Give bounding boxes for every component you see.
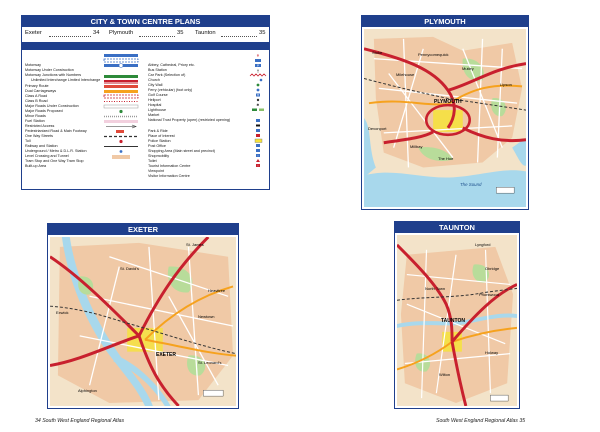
- legend-abbey: Abbey, Cathedral, Priory etc.: [148, 63, 195, 67]
- legend-hospital: Hospital: [148, 103, 162, 107]
- footer-right: South West England Regional Atlas 35: [436, 418, 526, 424]
- legend-ferry: Ferry (vehicular) (foot only): [148, 88, 193, 92]
- legend-tram-stop: Tram Stop and One Way Tram Stop: [25, 159, 84, 163]
- legend-national-trust: National Trust Property (open) (restricted opening): [148, 118, 231, 122]
- index-dots: [139, 36, 175, 37]
- svg-text:i: i: [257, 154, 259, 158]
- legend-toll: Toll: [25, 139, 31, 143]
- legend-lighthouse: Lighthouse: [148, 108, 167, 112]
- legend-one-way: One Way Streets: [25, 134, 53, 138]
- exeter-label-st-davids: St. David's: [120, 266, 139, 271]
- plymouth-label-millbay: Millbay: [410, 144, 423, 149]
- svg-text:✱: ✱: [256, 103, 260, 107]
- exeter-label-exwick: Exwick: [56, 310, 69, 315]
- legend-minor-roads: Minor Roads: [25, 114, 46, 118]
- legend-dual-carriageways: Dual Carriageways: [25, 89, 57, 93]
- svg-text:i: i: [257, 164, 259, 168]
- legend-shopmobility: Shopmobility: [148, 154, 170, 158]
- plymouth-title: PLYMOUTH: [362, 16, 528, 27]
- legend-park-ride: Park & Ride: [148, 129, 168, 133]
- taunton-title: TAUNTON: [395, 222, 519, 233]
- svg-text:✝: ✝: [256, 53, 260, 58]
- legend-class-b: Class B Road: [25, 99, 48, 103]
- plymouth-label-mutley: Mutley: [462, 66, 474, 71]
- legend-pedestrianized: Pedestrianized Road & Main Footway: [25, 129, 87, 133]
- exeter-title: EXETER: [48, 224, 238, 235]
- plymouth-label-pennycomequick: Pennycomequick: [418, 52, 449, 57]
- exeter-label-heavitree: Heavitree: [208, 288, 226, 293]
- legend-class-a: Class A Road: [25, 94, 48, 98]
- legend-major-construction: Major Roads Under Construction: [25, 104, 79, 108]
- plymouth-label-city: PLYMOUTH: [434, 99, 462, 105]
- plymouth-label-milehouse: Milehouse: [396, 72, 415, 77]
- legend-major-proposed: Major Roads Proposed: [25, 109, 63, 113]
- legend-motorway-construction: Motorway Under Construction: [25, 68, 74, 72]
- legend-post-office: Post Office: [148, 144, 166, 148]
- index-exeter-page: 34: [93, 30, 100, 36]
- plymouth-label-stoke: Stoke: [372, 50, 383, 55]
- legend-underground: Underground / Metro & D.L.R. Station: [25, 149, 87, 153]
- index-plymouth-page: 35: [177, 30, 184, 36]
- taunton-label-obridge: Obridge: [485, 266, 500, 271]
- index-dots: [221, 36, 257, 37]
- index-plymouth[interactable]: Plymouth: [109, 30, 134, 36]
- taunton-map-panel: [394, 221, 520, 409]
- legend-car-park: Car Park (Selection of): [148, 73, 186, 77]
- plymouth-label-sound: The Sound: [460, 182, 482, 187]
- legend-golf-course: Golf Course: [148, 93, 168, 97]
- plymouth-label-hoe: The Hoe: [438, 156, 454, 161]
- legend-left-symbols: [102, 53, 144, 163]
- town-plans-title: CITY & TOWN CENTRE PLANS: [22, 16, 269, 27]
- legend-heliport: Heliport: [148, 98, 161, 102]
- reference-title: Reference to Town Plans: [25, 51, 85, 57]
- index-dots: [49, 36, 91, 37]
- svg-text:H: H: [257, 94, 259, 97]
- taunton-label-wilton: Wilton: [439, 372, 451, 377]
- legend-railway: Railway and Station: [25, 144, 58, 148]
- legend-city-wall: City Wall: [148, 83, 163, 87]
- legend-built-up: Built-up Area: [25, 164, 47, 168]
- legend-viewpoint: Viewpoint: [148, 169, 164, 173]
- legend-restricted-access: Restricted Access: [25, 124, 55, 128]
- legend-market: Market: [148, 113, 160, 117]
- taunton-label-north-town: North Town: [425, 286, 446, 291]
- legend-police-station: Police Station: [148, 139, 171, 143]
- exeter-label-st-leonards: St. Leonard's: [198, 360, 222, 365]
- legend-fuel-station: Fuel Station: [25, 119, 45, 123]
- exeter-map[interactable]: [50, 237, 236, 406]
- taunton-label-priorswood: Priorswood: [479, 292, 500, 297]
- plymouth-label-devonport: Devonport: [368, 126, 387, 131]
- legend-place-interest: Place of Interest: [148, 134, 175, 138]
- legend-primary-route: Primary Route: [25, 84, 49, 88]
- plans-index: [25, 30, 268, 39]
- exeter-label-city: EXETER: [156, 352, 177, 358]
- taunton-label-holway: Holway: [485, 350, 499, 355]
- legend-bus-station: Bus Station: [148, 68, 167, 72]
- exeter-label-alphington: Alphington: [78, 388, 97, 393]
- footer-left: 34 South West England Regional Atlas: [35, 418, 125, 424]
- plymouth-map-panel: [361, 15, 529, 210]
- plymouth-label-lipson: Lipson: [500, 82, 512, 87]
- legend-level-crossing: Level Crossing and Tunnel: [25, 154, 69, 158]
- exeter-label-newtown: Newtown: [198, 314, 215, 319]
- legend-visitor-info: Visitor Information Centre: [148, 174, 190, 178]
- index-taunton[interactable]: Taunton: [195, 30, 216, 36]
- reference-title-bar: [22, 42, 269, 57]
- legend-toilet: Toilet: [148, 159, 157, 163]
- legend-shopping-area: Shopping Area (Main street and precinct): [148, 149, 216, 153]
- svg-text:†: †: [257, 68, 259, 74]
- index-exeter[interactable]: Exeter: [25, 30, 42, 36]
- town-plans-panel: [21, 15, 270, 190]
- index-taunton-page: 35: [259, 30, 266, 36]
- legend-right-symbols: [248, 53, 268, 171]
- legend-interchange: Unlimited Interchange Limited Interchange: [31, 78, 101, 82]
- exeter-map-panel: [47, 223, 239, 409]
- taunton-label-lyngford: Lyngford: [475, 242, 491, 247]
- legend-motorway-junctions: Motorway Junctions with Numbers: [25, 73, 82, 77]
- taunton-label-city: TAUNTON: [441, 318, 465, 324]
- legend-church: Church: [148, 78, 160, 82]
- exeter-label-st-james: St. James: [186, 242, 204, 247]
- svg-text:P: P: [257, 63, 259, 68]
- legend-tourist-info: Tourist Information Centre: [148, 164, 191, 168]
- legend-motorway: Motorway: [25, 63, 41, 67]
